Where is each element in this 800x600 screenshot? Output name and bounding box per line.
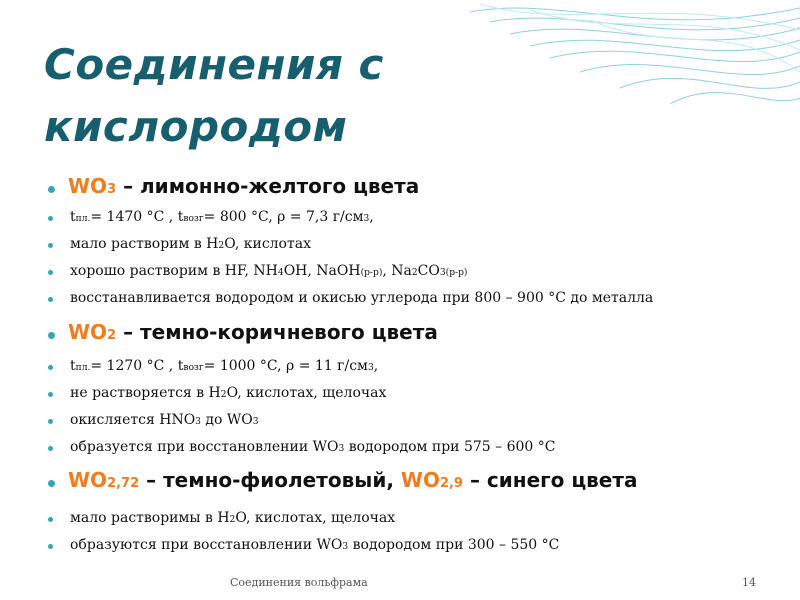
heading-text: – темно-коричневого цвета: [116, 320, 438, 344]
bullet-icon: [48, 544, 53, 549]
bullet-icon: [48, 517, 53, 522]
slide-content: $WO_3$ – лимонно-желтого цвета $t_{пл.}= 1470$ °C , $t_{возг}= 800$ °C, ρ = 7,3 $г/см^3$, мало растворим в $H_2O$, кислотах хорошо растворим в HF, $NH_4OH$, NaOH$_{(р-р)}$, $Na_2CO_{3(р-р)}$ восстанавливается водородом и окисью углерода при 800 – 900 °C до металла $WO_2$ – темно-коричневого цвета $t_{пл.}= 1270$ °C , $t_{возг}= 1000$ °C, ρ = 11 $г/см^3$, не растворяется в $H_2O$, кислотах, щелочах окисляется $HNO_3$ до $WO_3$ образуется при восстановлении $WO_3$ водородом при 575 – 600 °C $WO_{2,72}$ – темно-фиолетовый, $WO_{2,9}$ – синего цвета мало растворимы в $H_2O$, кислотах, щелочах образуются при восстановлении $WO_3$ водородом при 300 – 550 °C: [0, 0, 800, 600]
bullet-icon: [48, 446, 53, 451]
bullet-icon: [48, 270, 53, 275]
heading-text: – темно-фиолетовый,: [139, 468, 401, 492]
bullet-icon: [48, 365, 53, 370]
bullet-icon: [48, 186, 55, 193]
footer-title: Соединения вольфрама: [230, 576, 368, 589]
bullet-icon: [48, 392, 53, 397]
title-line-1: Соединения с: [44, 40, 384, 89]
formula: $WO_2$: [68, 320, 117, 344]
heading-text: – лимонно-желтого цвета: [116, 174, 420, 198]
bullet-icon: [48, 216, 53, 221]
formula: $WO_{2,72}$: [68, 468, 140, 492]
bullet-icon: [48, 243, 53, 248]
formula: $WO_3$: [68, 174, 117, 198]
bullet-icon: [48, 297, 53, 302]
title-line-2: кислородом: [44, 102, 348, 151]
bullet-icon: [48, 480, 55, 487]
bullet-icon: [48, 419, 53, 424]
heading-text: – синего цвета: [462, 468, 638, 492]
bullet-icon: [48, 332, 55, 339]
formula: $WO_{2,9}$: [400, 468, 463, 492]
page-number: 14: [742, 576, 756, 589]
